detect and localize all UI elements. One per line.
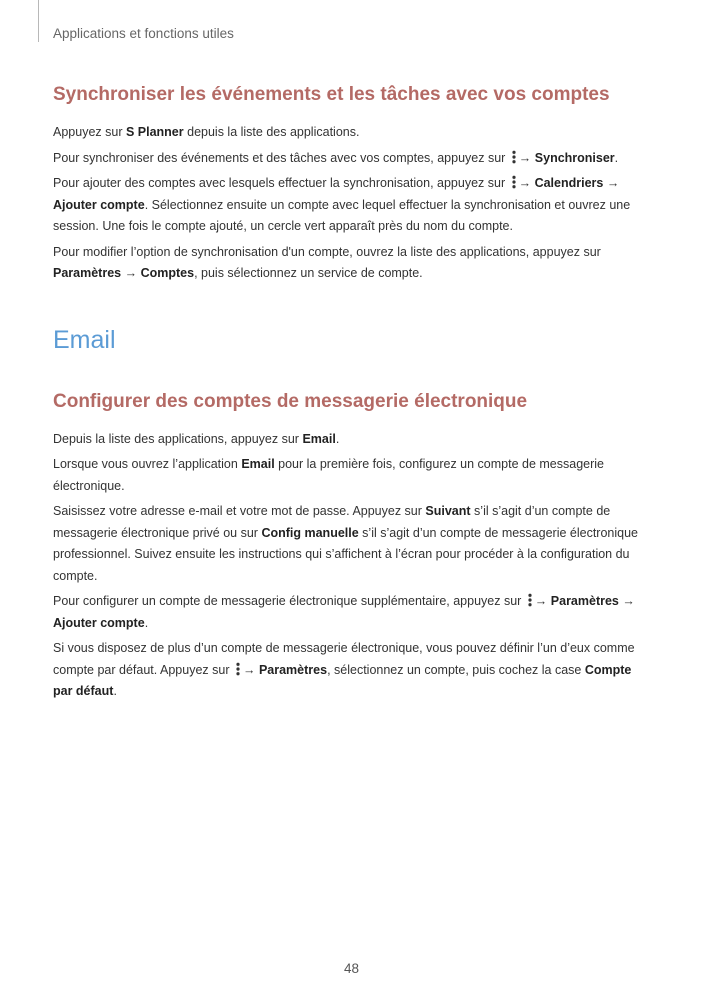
more-options-icon xyxy=(512,175,516,189)
arrow-icon: → xyxy=(606,176,620,190)
margin-rule xyxy=(38,0,39,42)
paragraph: Appuyez sur S Planner depuis la liste des applications. xyxy=(53,125,360,139)
more-options-icon xyxy=(236,662,240,676)
paragraph: Saisissez votre adresse e-mail et votre mot de passe. Appuyez sur Suivant s’il s’agit d’un compte de messagerie électronique privé ou sur Config manuelle s’il s’agit d’un compte de messagerie électronique professionnel. Suivez ensuite les instructions qui s’affichent à l’écran pour procéder à la configuration du compte. xyxy=(53,504,639,583)
paragraph: Pour configurer un compte de messagerie électronique supplémentaire, appuyez sur → Paramètres → Ajouter compte. xyxy=(53,594,635,630)
page-number: 48 xyxy=(343,961,360,976)
paragraph: Depuis la liste des applications, appuyez sur Email. xyxy=(53,431,340,446)
paragraph: Pour synchroniser des événements et des tâches avec vos comptes, appuyez sur → Synchroniser. xyxy=(53,150,619,165)
paragraph: Pour ajouter des comptes avec lesquels effectuer la synchronisation, appuyez sur → Calendriers → Ajouter compte. Sélectionnez ensuite un compte avec lequel effectuer la synchronisation et ouvrez une session. Une fois le compte ajouté, un cercle vert apparaît près du nom du compte. xyxy=(53,176,631,233)
page-content xyxy=(53,80,653,707)
paragraph: Lorsque vous ouvrez l’application Email pour la première fois, configurez un compte de messagerie électronique. xyxy=(53,457,605,493)
arrow-icon: → xyxy=(622,594,635,608)
section-title-email-setup: Configurer des comptes de messagerie électronique xyxy=(53,390,528,412)
chapter-title-email: Email xyxy=(53,325,116,354)
more-options-icon xyxy=(512,150,516,164)
paragraph: Pour modifier l’option de synchronisation d'un compte, ouvrez la liste des applications, appuyez sur Paramètres → Comptes, puis sélectionnez un service de compte. xyxy=(53,244,601,280)
arrow-icon: → xyxy=(242,662,256,677)
more-options-icon xyxy=(528,593,532,607)
arrow-icon: → xyxy=(518,150,532,165)
paragraph: Si vous disposez de plus d’un compte de messagerie électronique, vous pouvez définir l’un d’eux comme compte par défaut. Appuyez sur → Paramètres, sélectionnez un compte, puis cochez la case Compte par défaut. xyxy=(53,641,635,698)
arrow-icon: → xyxy=(534,594,548,608)
section-title-sync: Synchroniser les événements et les tâches avec vos comptes xyxy=(53,84,610,105)
arrow-icon: → xyxy=(124,266,138,280)
arrow-icon: → xyxy=(518,176,532,190)
running-header: Applications et fonctions utiles xyxy=(53,26,234,41)
